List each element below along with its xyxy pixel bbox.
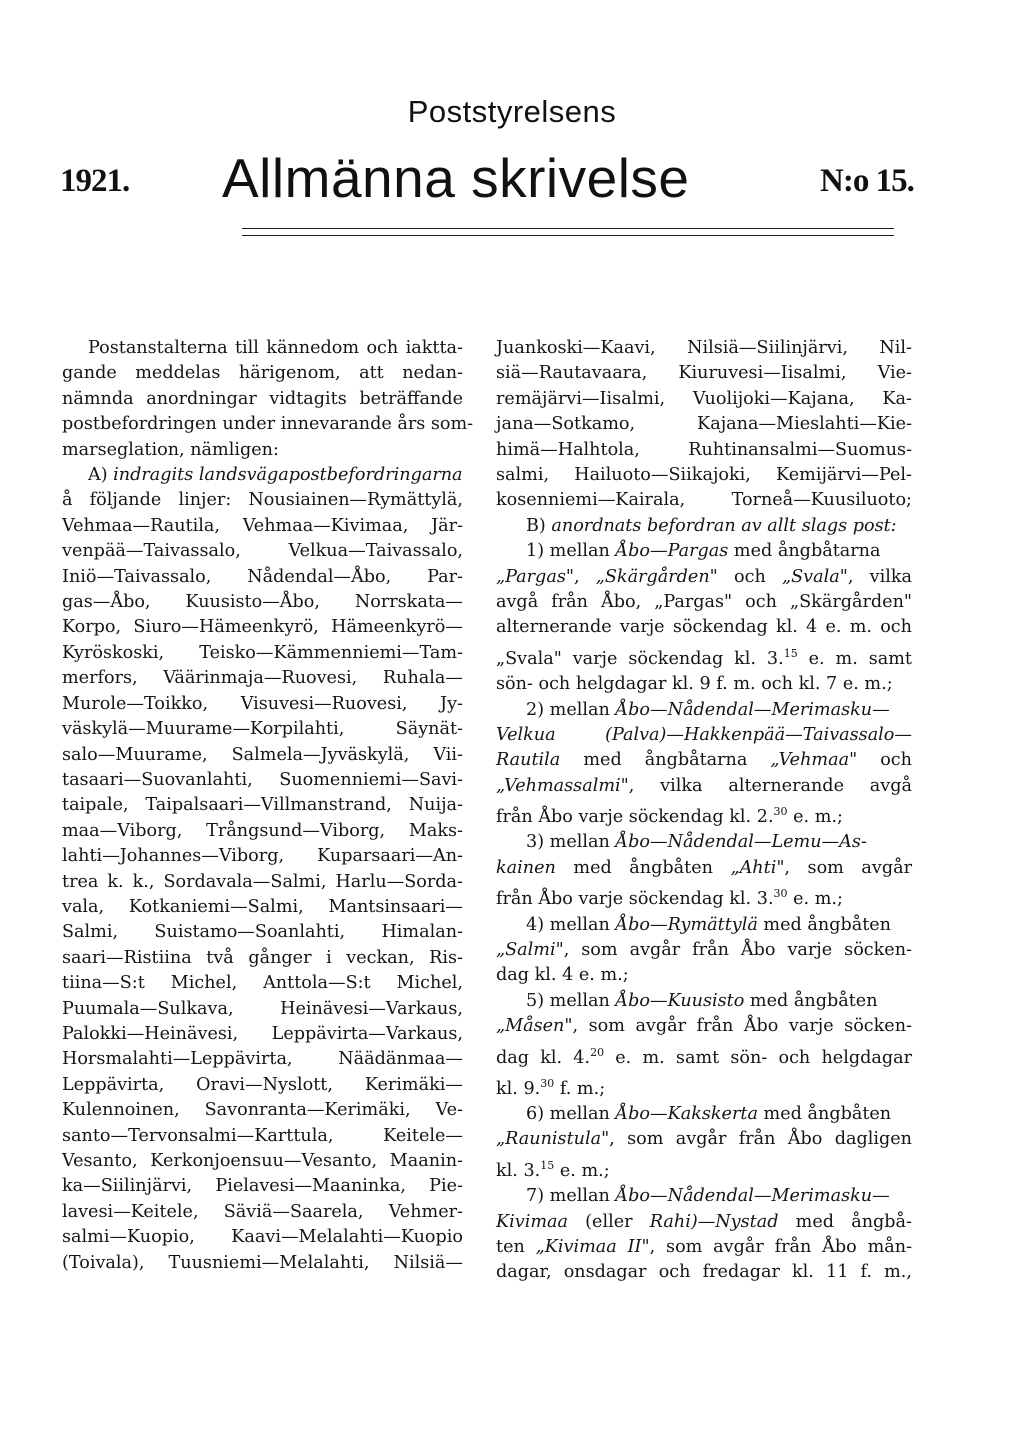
text-line: taipale, Taipalsaari—Villmanstrand, Nuija- xyxy=(62,795,463,816)
text-line: alternerande varje söckendag kl. 4 e. m. och xyxy=(496,617,912,638)
text-line: Puumala—Sulkava, Heinävesi—Varkaus, xyxy=(62,998,463,1019)
text-line: 3) mellan Åbo—Nådendal—Lemu—As- xyxy=(526,832,867,853)
text-line: gas—Åbo, Kuusisto—Åbo, Norrskata— xyxy=(62,592,463,613)
text-line: sön- och helgdagar kl. 9 f. m. och kl. 7 e. m.; xyxy=(496,674,893,695)
text-line: 5) mellan Åbo—Kuusisto med ångbåten xyxy=(526,990,878,1011)
right-column xyxy=(496,336,912,1286)
text-line: från Åbo varje söckendag kl. 3.30 e. m.; xyxy=(496,887,843,910)
text-line: merfors, Väärinmaja—Ruovesi, Ruhala— xyxy=(62,668,463,689)
text-line: tasaari—Suovanlahti, Suomenniemi—Savi- xyxy=(62,769,463,790)
text-line: lahti—Johannes—Viborg, Kuparsaari—An- xyxy=(62,846,463,867)
header-kicker: Poststyrelsens xyxy=(407,94,617,129)
text-line: dag kl. 4 e. m.; xyxy=(496,965,629,986)
text-line: venpää—Taivassalo, Velkua—Taivassalo, xyxy=(62,541,463,562)
text-line: Korpo, Siuro—Hämeenkyrö, Hämeenkyrö— xyxy=(62,617,463,638)
text-line: 4) mellan Åbo—Rymättylä med ångbåten xyxy=(526,914,892,935)
text-line: vala, Kotkaniemi—Salmi, Mantsinsaari— xyxy=(62,896,463,917)
text-line: remäjärvi—Iisalmi, Vuolijoki—Kajana, Ka- xyxy=(496,388,912,409)
text-line: Postanstalterna till kännedom och iaktta- xyxy=(88,338,463,358)
text-line: „Måsen", som avgår från Åbo varje söcken- xyxy=(496,1016,912,1037)
text-line: Leppävirta, Oravi—Nyslott, Kerimäki— xyxy=(62,1074,463,1095)
text-line: B) anordnats befordran av allt slags post: xyxy=(526,515,897,536)
document-number: N:o 15. xyxy=(820,163,914,199)
text-line: „Salmi", som avgår från Åbo varje söcken- xyxy=(496,939,912,960)
text-line: A) indragits landsvägapostbefordringarna xyxy=(88,465,463,486)
text-line: Murole—Toikko, Visuvesi—Ruovesi, Jy- xyxy=(62,693,463,714)
text-line: Iniö—Taivassalo, Nådendal—Åbo, Par- xyxy=(62,566,463,587)
text-line: 2) mellan Åbo—Nådendal—Merimasku— xyxy=(526,699,890,720)
text-line: salo—Muurame, Salmela—Jyväskylä, Vii- xyxy=(62,744,463,765)
text-line: dagar, onsdagar och fredagar kl. 11 f. m., xyxy=(496,1262,912,1283)
text-line: kl. 9.30 f. m.; xyxy=(496,1076,606,1099)
text-line: ka—Siilinjärvi, Pielavesi—Maaninka, Pie- xyxy=(62,1176,463,1197)
text-line: „Svala" varje söckendag kl. 3.15 e. m. samt xyxy=(496,646,912,669)
text-line: Velkua (Palva)—Hakkenpää—Taivassalo— xyxy=(496,724,912,745)
text-line: „Pargas", „Skärgården" och „Svala", vilka xyxy=(496,566,912,587)
text-line: Salmi, Suistamo—Soanlahti, Himalan- xyxy=(62,922,463,943)
text-line: Kivimaa (eller Rahi)—Nystad med ångbå- xyxy=(496,1211,912,1232)
header-rule xyxy=(242,228,894,236)
text-line: ten „Kivimaa II", som avgår från Åbo mån- xyxy=(496,1236,913,1257)
text-line: „Raunistula", som avgår från Åbo dagligen xyxy=(496,1129,912,1150)
text-line: postbefordringen under innevarande års som- xyxy=(62,414,474,435)
text-line: himä—Halhtola, Ruhtinansalmi—Suomus- xyxy=(496,439,912,460)
text-line: santo—Tervonsalmi—Karttula, Keitele— xyxy=(62,1125,463,1146)
left-column xyxy=(62,336,474,1276)
text-line: från Åbo varje söckendag kl. 2.30 e. m.; xyxy=(496,805,843,828)
text-line: dag kl. 4.20 e. m. samt sön- och helgdagar xyxy=(496,1045,913,1068)
document-year: 1921. xyxy=(60,163,130,199)
text-line: marseglation, nämligen: xyxy=(62,439,279,460)
text-line: Kulennoinen, Savonranta—Kerimäki, Ve- xyxy=(62,1100,463,1121)
text-line: tiina—S:t Michel, Anttola—S:t Michel, xyxy=(62,973,463,994)
text-line: (Toivala), Tuusniemi—Melalahti, Nilsiä— xyxy=(62,1252,463,1273)
text-line: Horsmalahti—Leppävirta, Näädänmaa— xyxy=(62,1049,463,1070)
text-line: å följande linjer: Nousiainen—Rymättylä, xyxy=(62,490,463,511)
text-line: siä—Rautavaara, Kiuruvesi—Iisalmi, Vie- xyxy=(496,363,912,384)
text-line: Palokki—Heinävesi, Leppävirta—Varkaus, xyxy=(62,1023,463,1044)
text-line: salmi, Hailuoto—Siikajoki, Kemijärvi—Pel- xyxy=(496,465,912,486)
text-line: väskylä—Muurame—Korpilahti, Säynät- xyxy=(62,719,463,740)
text-line: Vesanto, Kerkonjoensuu—Vesanto, Maanin- xyxy=(62,1151,463,1171)
text-line: kl. 3.15 e. m.; xyxy=(496,1158,610,1181)
text-line: avgå från Åbo, „Pargas" och „Skärgården" xyxy=(496,592,912,613)
text-line: gande meddelas härigenom, att nedan- xyxy=(62,363,463,384)
text-line: saari—Ristiina två gånger i veckan, Ris- xyxy=(62,947,463,968)
text-line: Kyröskoski, Teisko—Kämmenniemi—Tam- xyxy=(62,642,463,663)
text-line: jana—Sotkamo, Kajana—Mieslahti—Kie- xyxy=(496,414,912,435)
text-line: Vehmaa—Rautila, Vehmaa—Kivimaa, Jär- xyxy=(62,515,463,536)
text-line: 7) mellan Åbo—Nådendal—Merimasku— xyxy=(526,1186,890,1207)
text-line: „Vehmassalmi", vilka alternerande avgå xyxy=(496,775,912,796)
text-line: 1) mellan Åbo—Pargas med ångbåtarna xyxy=(526,541,881,562)
text-line: kosenniemi—Kairala, Torneå—Kuusiluoto; xyxy=(496,490,912,511)
text-line: Rautila med ångbåtarna „Vehmaa" och xyxy=(496,750,912,771)
text-line: Juankoski—Kaavi, Nilsiä—Siilinjärvi, Nil- xyxy=(496,338,912,358)
text-line: salmi—Kuopio, Kaavi—Melalahti—Kuopio xyxy=(62,1227,463,1248)
text-line: trea k. k., Sordavala—Salmi, Harlu—Sorda- xyxy=(62,871,463,892)
text-line: lavesi—Keitele, Säviä—Saarela, Vehmer- xyxy=(62,1201,463,1222)
text-line: kainen med ångbåten „Ahti", som avgår xyxy=(496,857,912,878)
document-title: Allmänna skrivelse xyxy=(222,147,690,209)
text-line: nämnda anordningar vidtagits beträffande xyxy=(62,388,463,409)
text-line: 6) mellan Åbo—Kakskerta med ångbåten xyxy=(526,1104,892,1125)
text-line: maa—Viborg, Trångsund—Viborg, Maks- xyxy=(62,820,463,841)
